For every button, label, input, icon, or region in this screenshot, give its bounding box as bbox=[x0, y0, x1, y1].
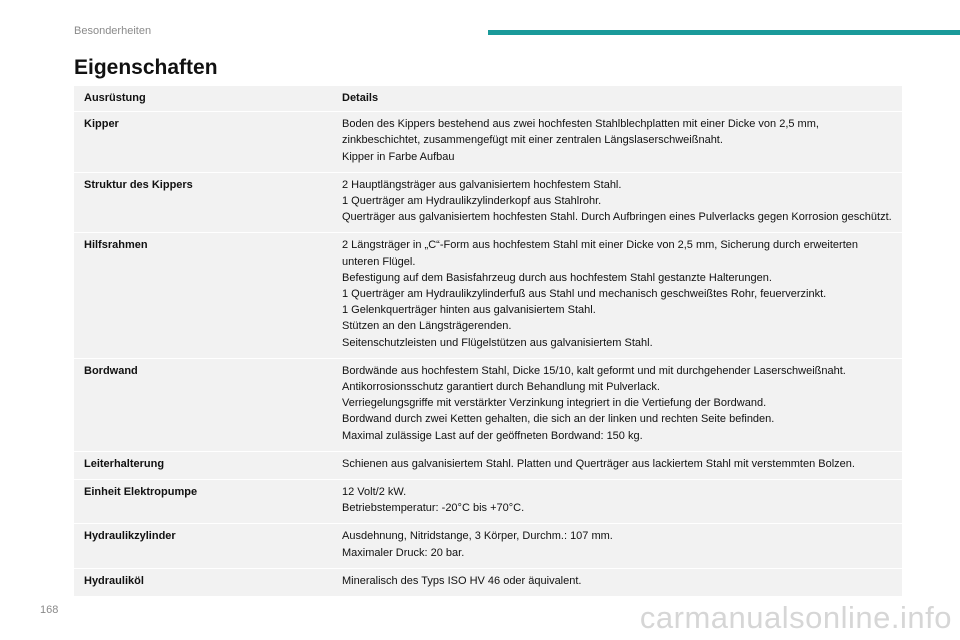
detail-line: zinkbeschichtet, zusammengefügt mit einer zentralen Längslaserschweißnaht. bbox=[342, 134, 723, 147]
table-row bbox=[74, 568, 902, 596]
equipment-details bbox=[332, 233, 902, 358]
detail-line: 2 Längsträger in „C“-Form aus hochfestem Stahl mit einer Dicke von 2,5 mm, Sicherung durch erweiterten bbox=[342, 239, 858, 252]
equipment-details bbox=[332, 112, 902, 173]
table-row bbox=[74, 172, 902, 233]
specifications-table bbox=[74, 86, 902, 597]
equipment-label: Hydraulikzylinder bbox=[74, 524, 332, 568]
detail-line: Mineralisch des Typs ISO HV 46 oder äquivalent. bbox=[342, 574, 582, 587]
detail-line: Stützen an den Längsträgerenden. bbox=[342, 320, 512, 333]
detail-line: unteren Flügel. bbox=[342, 255, 416, 268]
detail-line: Maximaler Druck: 20 bar. bbox=[342, 546, 465, 559]
detail-line: 12 Volt/2 kW. bbox=[342, 486, 407, 499]
table-row bbox=[74, 358, 902, 451]
section-header: Besonderheiten bbox=[74, 25, 152, 37]
equipment-details bbox=[332, 480, 902, 524]
detail-line: 2 Hauptlängsträger aus galvanisiertem hochfestem Stahl. bbox=[342, 178, 622, 191]
equipment-details bbox=[332, 172, 902, 233]
detail-line: Befestigung auf dem Basisfahrzeug durch aus hochfestem Stahl gestanzte Halterungen. bbox=[342, 271, 772, 284]
detail-line: 1 Querträger am Hydraulikzylinderfuß aus Stahl und mechanisch geschweißtes Rohr, feuerverzinkt. bbox=[342, 288, 827, 301]
column-header-equipment: Ausrüstung bbox=[74, 86, 332, 112]
equipment-details bbox=[332, 358, 902, 451]
watermark: carmanualsonline.info bbox=[639, 600, 952, 635]
detail-line: Seitenschutzleisten und Flügelstützen aus galvanisiertem Stahl. bbox=[342, 336, 653, 349]
table-row bbox=[74, 480, 902, 524]
equipment-label: Hilfsrahmen bbox=[74, 233, 332, 358]
equipment-details bbox=[332, 568, 902, 596]
detail-line: Boden des Kippers bestehend aus zwei hochfesten Stahlblechplatten mit einer Dicke von 2,5 mm, bbox=[342, 118, 819, 131]
equipment-details bbox=[332, 451, 902, 479]
column-header-details: Details bbox=[332, 86, 902, 112]
equipment-label: Hydrauliköl bbox=[74, 568, 332, 596]
table-row bbox=[74, 233, 902, 358]
equipment-label: Bordwand bbox=[74, 358, 332, 451]
equipment-label: Einheit Elektropumpe bbox=[74, 480, 332, 524]
detail-line: Ausdehnung, Nitridstange, 3 Körper, Durchm.: 107 mm. bbox=[342, 530, 613, 543]
table-header-row bbox=[74, 86, 902, 112]
detail-line: Schienen aus galvanisiertem Stahl. Platten und Querträger aus lackiertem Stahl mit verstemmten Bolzen. bbox=[342, 457, 855, 470]
page-title: Eigenschaften bbox=[74, 56, 218, 79]
equipment-details bbox=[332, 524, 902, 568]
detail-line: 1 Gelenkquerträger hinten aus galvanisiertem Stahl. bbox=[342, 304, 596, 317]
header-accent-bar bbox=[488, 30, 960, 35]
table-row bbox=[74, 451, 902, 479]
equipment-label: Leiterhalterung bbox=[74, 451, 332, 479]
equipment-label: Kipper bbox=[74, 112, 332, 173]
detail-line: Antikorrosionsschutz garantiert durch Behandlung mit Pulverlack. bbox=[342, 381, 660, 394]
detail-line: 1 Querträger am Hydraulikzylinderkopf aus Stahlrohr. bbox=[342, 195, 602, 208]
detail-line: Kipper in Farbe Aufbau bbox=[342, 150, 455, 163]
detail-line: Betriebstemperatur: -20°C bis +70°C. bbox=[342, 502, 525, 515]
equipment-label: Struktur des Kippers bbox=[74, 172, 332, 233]
table-row bbox=[74, 112, 902, 173]
page-number: 168 bbox=[40, 604, 59, 616]
detail-line: Verriegelungsgriffe mit verstärkter Verzinkung integriert in die Vertiefung der Bordwand. bbox=[342, 397, 767, 410]
detail-line: Bordwand durch zwei Ketten gehalten, die sich an der linken und rechten Seite befinden. bbox=[342, 413, 775, 426]
detail-line: Querträger aus galvanisiertem hochfesten Stahl. Durch Aufbringen eines Pulverlacks gegen Korrosion geschützt. bbox=[342, 211, 892, 224]
table-row bbox=[74, 524, 902, 568]
detail-line: Maximal zulässige Last auf der geöffneten Bordwand: 150 kg. bbox=[342, 429, 643, 442]
detail-line: Bordwände aus hochfestem Stahl, Dicke 15/10, kalt geformt und mit durchgehender Laserschweißnaht. bbox=[342, 364, 846, 377]
table-body bbox=[74, 112, 902, 597]
